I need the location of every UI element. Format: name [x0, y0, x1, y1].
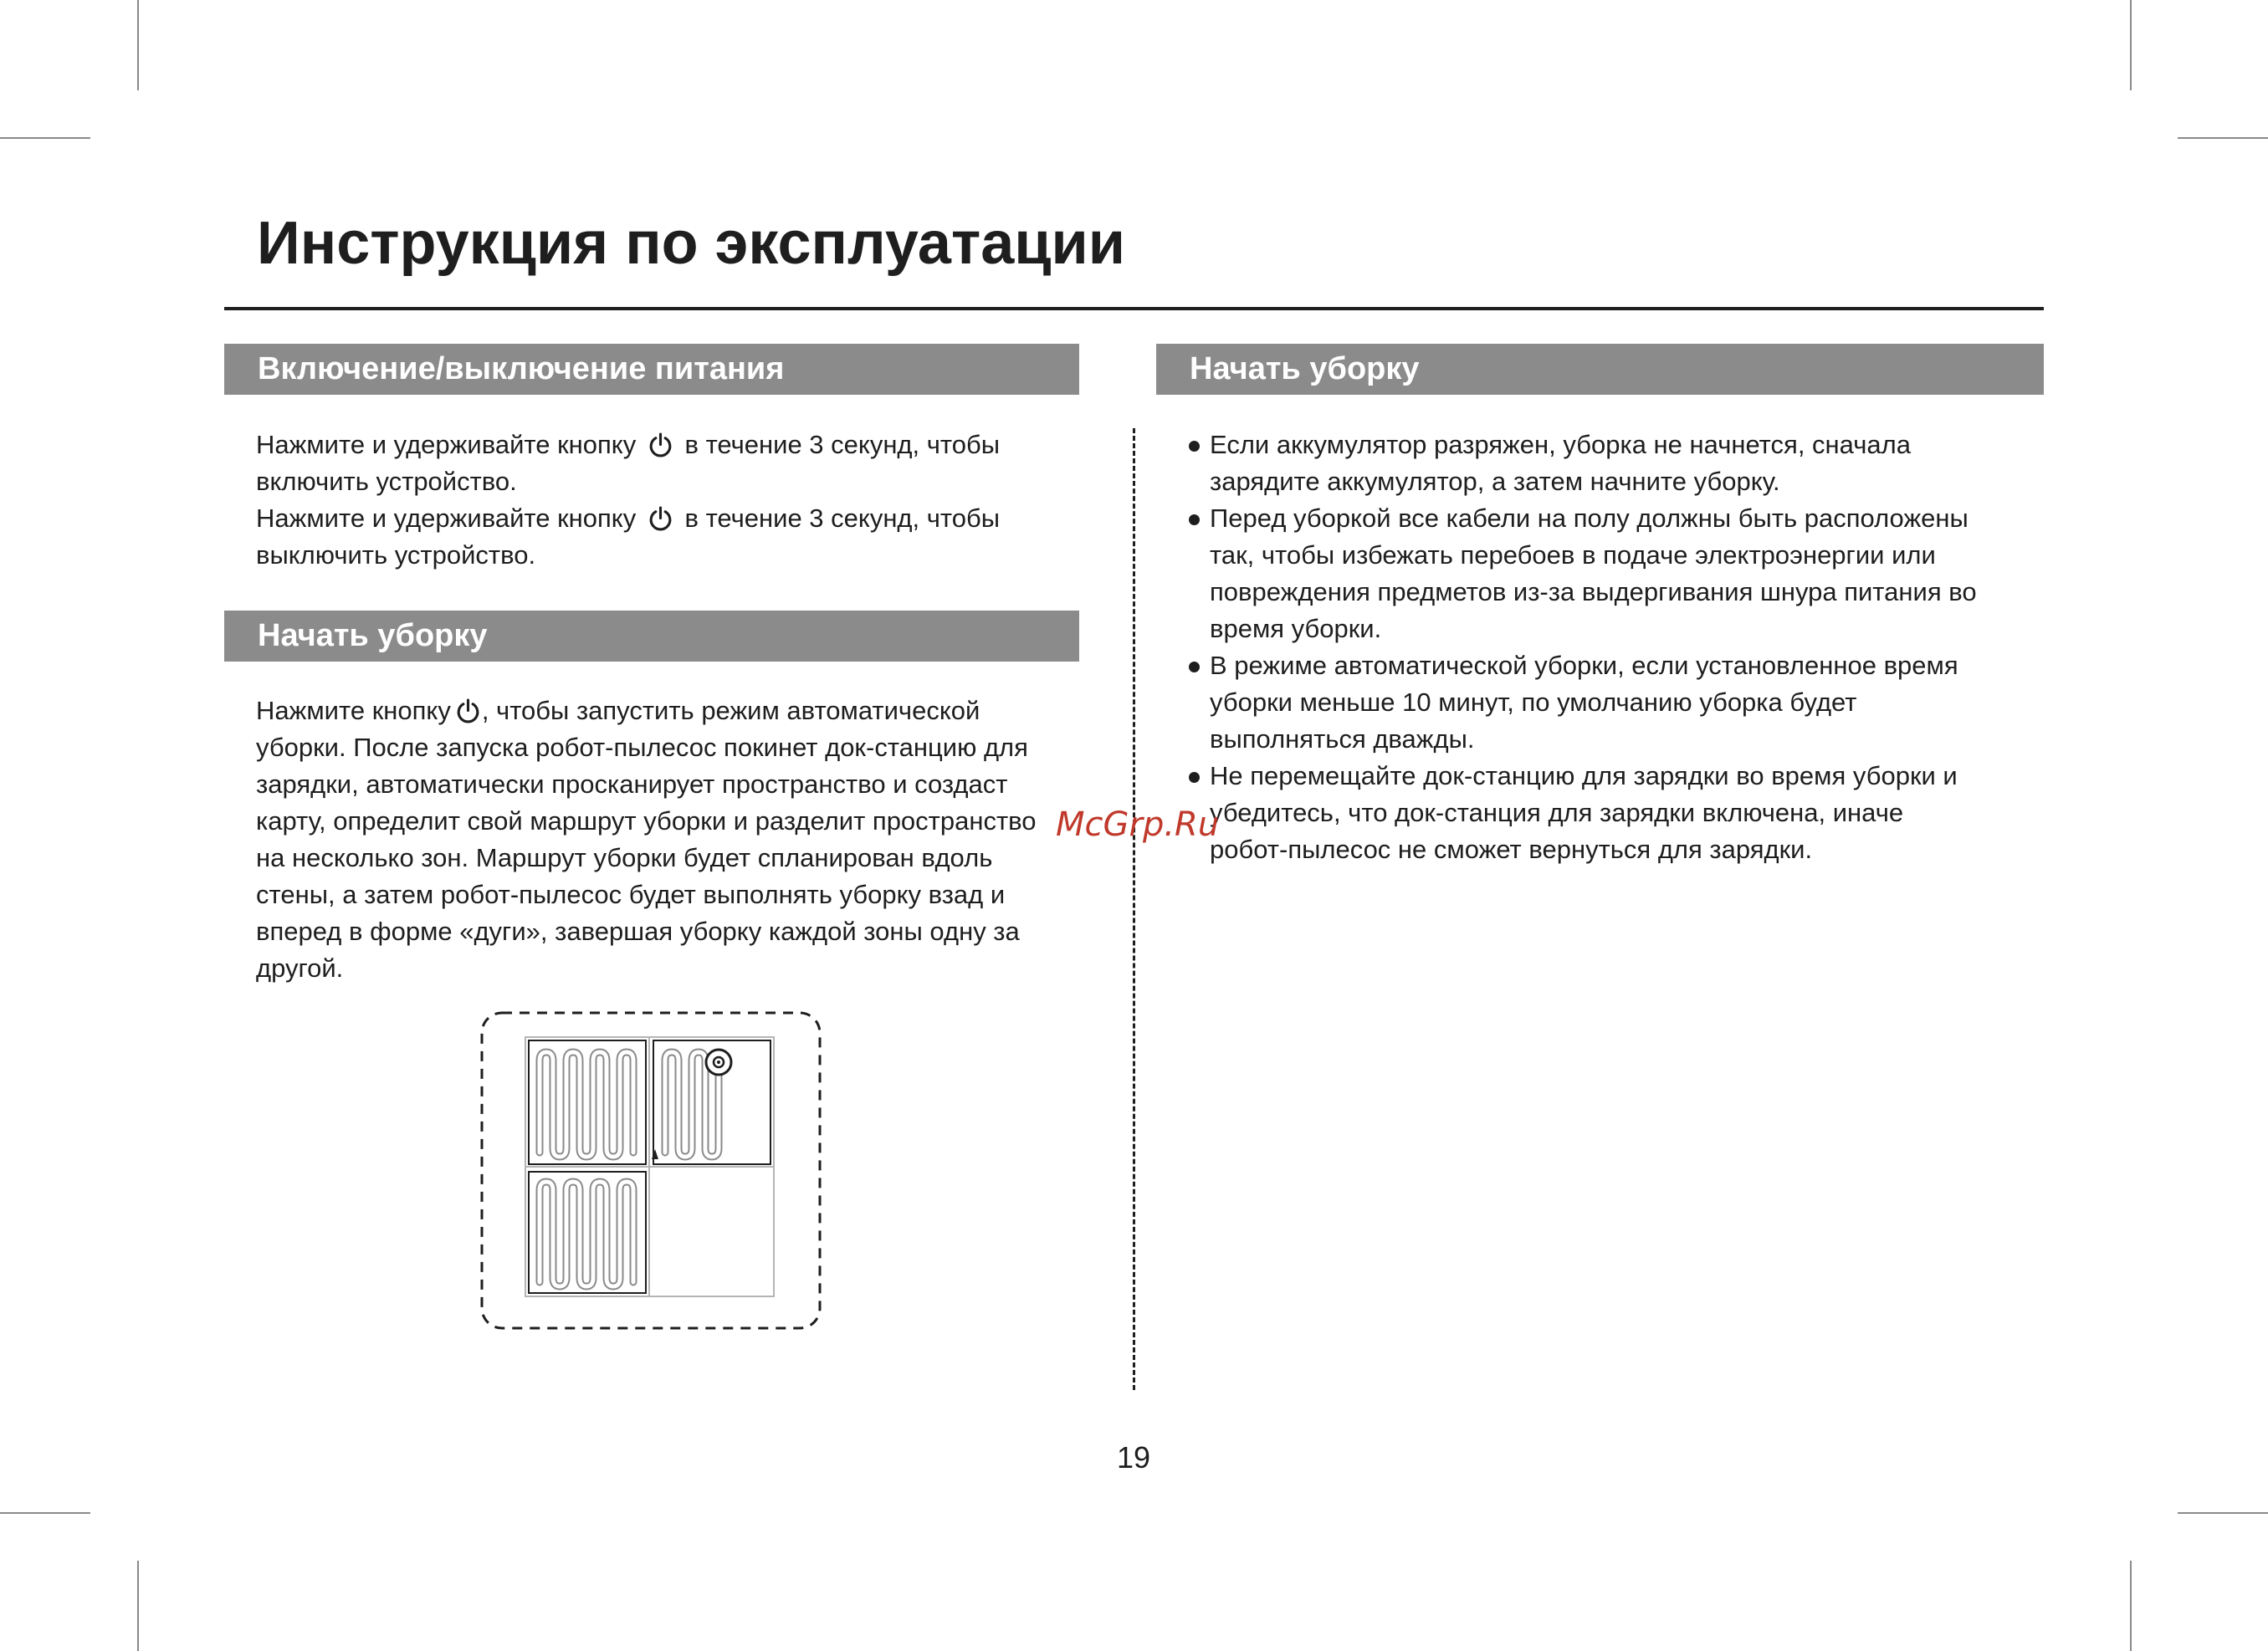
- start-section-heading-left: Начать уборку: [258, 618, 488, 653]
- page-title: Инструкция по эксплуатации: [257, 210, 1126, 277]
- power-line-1: [256, 427, 1000, 463]
- crop-mark-bottom-right: [2130, 1561, 2132, 1651]
- power-section-header: [224, 344, 1079, 395]
- diagram-zone-1: [529, 1040, 646, 1164]
- crop-mark-top-left-h: [0, 137, 90, 139]
- list-item: В режиме автоматической уборки, если установленное время уборки меньше 10 минут, по умолчанию уборка будет выполняться дважды.: [1189, 647, 1977, 758]
- page-number: 19: [1117, 1440, 1151, 1475]
- list-item: Если аккумулятор разряжен, уборка не начнется, сначала зарядите аккумулятор, а затем начните уборку.: [1189, 427, 1977, 500]
- power-icon: [647, 505, 674, 533]
- cleaning-route-diagram: [479, 1010, 822, 1331]
- cleaning-notes-list: [1189, 427, 1977, 868]
- crop-mark-bottom-left-h: [0, 1512, 90, 1514]
- diagram-zone-3: [529, 1172, 646, 1293]
- column-divider: [1133, 428, 1135, 1390]
- power-icon: [454, 698, 482, 725]
- title-rule: [224, 307, 2044, 310]
- crop-mark-top-left: [137, 0, 139, 90]
- crop-mark-bottom-right-h: [2178, 1512, 2268, 1514]
- start-section-heading-right: Начать уборку: [1190, 351, 1420, 386]
- crop-mark-top-right-h: [2178, 137, 2268, 139]
- power-icon: [647, 432, 674, 459]
- start-line-6: стены, а затем робот-пылесос будет выполнять уборку взад и: [256, 880, 1006, 909]
- start-line-4: карту, определит свой маршрут уборки и разделит пространство: [256, 806, 1037, 836]
- crop-mark-bottom-left: [137, 1561, 139, 1651]
- diagram-room-outline: [482, 1013, 820, 1328]
- start-line-1-end: , чтобы запустить режим автоматической: [481, 696, 980, 725]
- power-line-2: включить устройство.: [256, 467, 517, 496]
- start-line-2: уборки. После запуска робот-пылесос покинет док-станцию для: [256, 733, 1028, 762]
- power-line-1-start: Нажмите и удерживайте кнопку: [256, 430, 637, 459]
- list-item: Не перемещайте док-станцию для зарядки во время уборки и убедитесь, что док-станция для зарядки включена, иначе робот-пылесос не сможет вернуться для зарядки.: [1189, 758, 1977, 868]
- power-line-3: [256, 500, 1000, 537]
- start-section-text: [256, 693, 1037, 987]
- list-item: Перед уборкой все кабели на полу должны быть расположены так, чтобы избежать перебоев в подаче электроэнергии или повреждения предметов из-за выдергивания шнура питания во время уборки.: [1189, 500, 1977, 647]
- crop-mark-top-right: [2130, 0, 2132, 90]
- start-section-header-left: [224, 611, 1079, 662]
- watermark: McGrp.Ru: [1056, 805, 1220, 844]
- power-section-heading: Включение/выключение питания: [258, 351, 785, 386]
- power-section-text: [256, 427, 1000, 574]
- start-line-3: зарядки, автоматически просканирует пространство и создаст: [256, 769, 1008, 799]
- power-line-4: выключить устройство.: [256, 540, 536, 570]
- start-line-7: вперед в форме «дуги», завершая уборку каждой зоны одну за: [256, 917, 1020, 946]
- power-line-1-end: в течение 3 секунд, чтобы: [684, 430, 1001, 459]
- start-section-header-right: [1156, 344, 2044, 395]
- start-line-5: на несколько зон. Маршрут уборки будет спланирован вдоль: [256, 843, 993, 872]
- start-line-1-start: Нажмите кнопку: [256, 696, 451, 725]
- power-line-3-end: в течение 3 секунд, чтобы: [684, 503, 1001, 533]
- power-line-3-start: Нажмите и удерживайте кнопку: [256, 503, 637, 533]
- start-line-1: [256, 693, 1037, 729]
- start-line-8: другой.: [256, 953, 344, 983]
